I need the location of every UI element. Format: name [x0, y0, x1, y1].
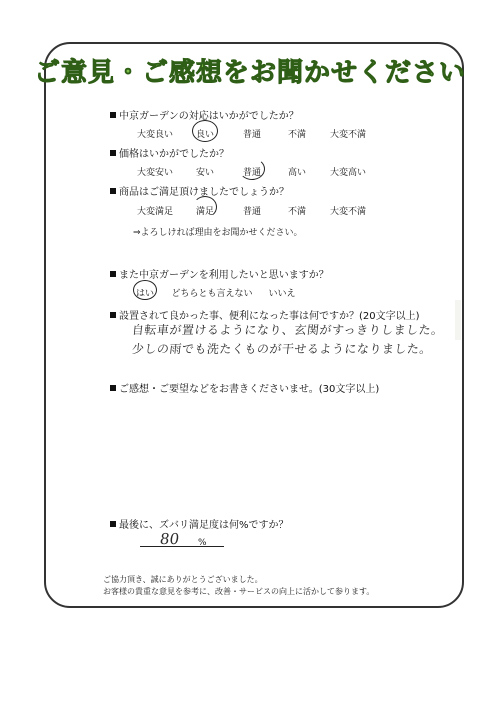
q4-option-3[interactable]: いいえ: [268, 289, 296, 299]
question-2: [110, 145, 229, 160]
question-4: [110, 266, 329, 281]
square-bullet-icon: [110, 521, 116, 527]
install-question: [110, 307, 420, 322]
reason-note: ⇒よろしければ理由をお聞かせください。: [133, 228, 303, 238]
square-bullet-icon: [110, 188, 116, 194]
q4-option-2[interactable]: どちらとも言えない: [171, 289, 253, 299]
install-answer-line-1: 自転車が置けるようになり、玄関がすっきりしました。: [131, 323, 445, 337]
q1-option-4[interactable]: 不満: [287, 130, 307, 140]
q3-option-3[interactable]: 普通: [242, 207, 262, 217]
q2-option-2[interactable]: 安い: [195, 168, 215, 178]
comments-question-label: ご感想・ご要望などをお書きくださいませ。(30文字以上): [119, 384, 380, 395]
q1-option-2[interactable]: 良い: [195, 130, 215, 140]
question-1-options: [0, 127, 500, 141]
square-bullet-icon: [110, 112, 116, 118]
q1-option-5[interactable]: 大変不満: [329, 130, 367, 140]
square-bullet-icon: [110, 385, 116, 391]
q2-option-5[interactable]: 大変高い: [329, 168, 367, 178]
square-bullet-icon: [110, 312, 116, 318]
question-1-label: 中京ガーデンの対応はいかがでしたか？: [119, 111, 299, 122]
satisfaction-underline: [140, 546, 224, 547]
q4-option-1[interactable]: はい: [135, 289, 155, 299]
q3-option-2[interactable]: 満足: [195, 207, 215, 217]
square-bullet-icon: [110, 150, 116, 156]
q2-option-1[interactable]: 大変安い: [136, 168, 174, 178]
question-3-label: 商品はご満足頂けましたでしょうか？: [119, 187, 289, 198]
q1-option-3[interactable]: 普通: [242, 130, 262, 140]
square-bullet-icon: [110, 271, 116, 277]
paper-smudge: [455, 300, 461, 340]
satisfaction-value: 80: [158, 530, 181, 548]
q3-option-5[interactable]: 大変不満: [329, 207, 367, 217]
install-question-label: 設置されて良かった事、便利になった事は何ですか？(20文字以上): [119, 311, 420, 322]
q2-option-3[interactable]: 普通: [242, 168, 262, 178]
install-answer-line-2: 少しの雨でも洗たくものが干せるようになりました。: [131, 342, 433, 356]
selection-circle: [133, 280, 157, 300]
selection-circle: [239, 158, 265, 180]
q1-option-1[interactable]: 大変良い: [136, 130, 174, 140]
footer-line-2: お客様の貴重な意見を参考に、改善・サービスの向上に活かして参ります。: [103, 587, 375, 596]
footer-line-1: ご協力頂き、誠にありがとうございました。: [103, 575, 263, 584]
satisfaction-question-label: 最後に、ズバリ満足度は何%ですか？: [119, 520, 289, 531]
question-3: [110, 183, 289, 198]
q2-option-4[interactable]: 高い: [287, 168, 307, 178]
percent-unit: %: [198, 538, 207, 548]
selection-circle: [192, 120, 218, 142]
comments-question: [110, 380, 379, 395]
question-4-label: また中京ガーデンを利用したいと思いますか？: [119, 270, 329, 281]
q3-option-4[interactable]: 不満: [287, 207, 307, 217]
question-2-label: 価格はいかがでしたか？: [119, 149, 229, 160]
question-3-options: [0, 204, 500, 218]
satisfaction-question: [110, 516, 289, 531]
q3-option-1[interactable]: 大変満足: [136, 207, 174, 217]
question-4-options: [0, 286, 500, 300]
page-title: ご意見・ご感想をお聞かせください: [33, 58, 466, 88]
selection-circle: [193, 196, 217, 218]
